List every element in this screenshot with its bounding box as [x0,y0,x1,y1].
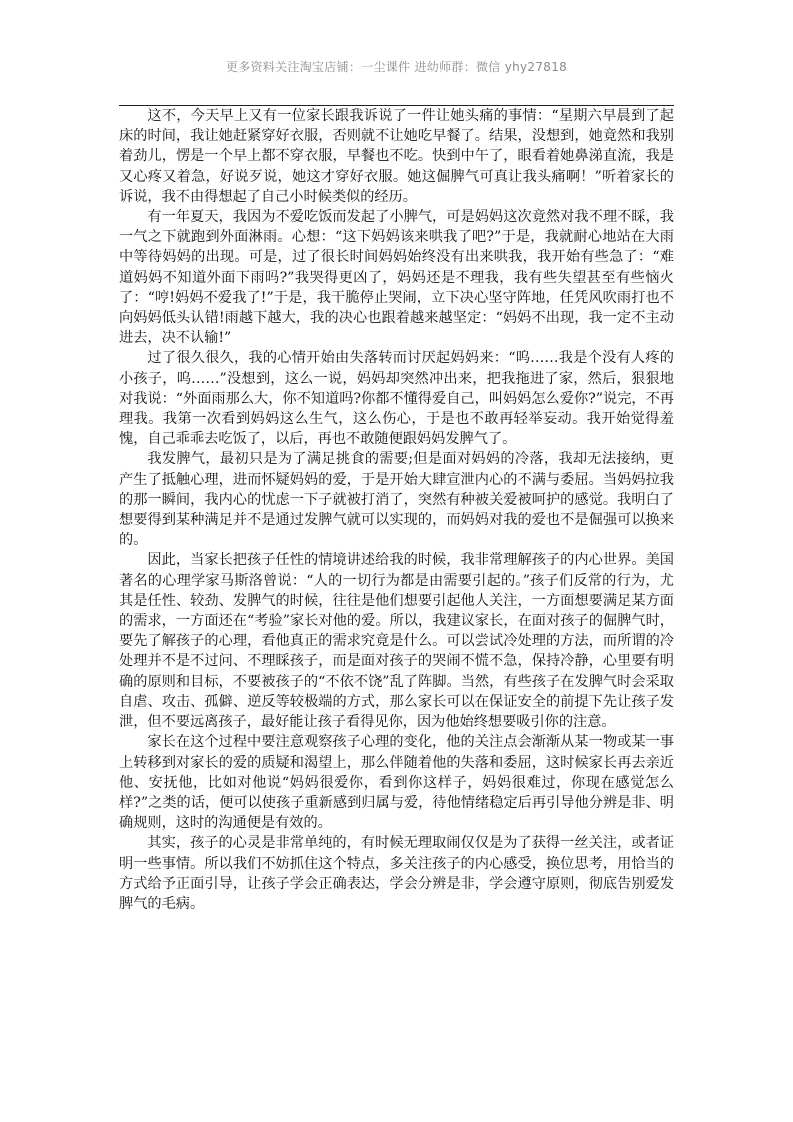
paragraph-7: 其实，孩子的心灵是非常单纯的，有时候无理取闹仅仅是为了获得一丝关注，或者证明一些事情。所以我们不妨抓住这个特点，多关注孩子的内心感受，换位思考，用恰当的方式给予正面引导，让孩子学会正确表达，学会分辨是非，学会遵守原则，彻底告别爱发脾气的毛病。 [119,835,674,912]
paragraph-5: 因此，当家长把孩子任性的情境讲述给我的时候，我非常理解孩子的内心世界。美国著名的心理学家马斯洛曾说：“人的一切行为都是由需要引起的。”孩子们反常的行为，尤其是任性、较劲、发脾气的时候，往往是他们想要引起他人关注，一方面想要满足某方面的需求，一方面还在“考验”家长对他的爱。所以，我建议家长，在面对孩子的倔脾气时，要先了解孩子的心理，看他真正的需求究竟是什么。可以尝试冷处理的方法，而所谓的冷处理并不是不过问、不理睬孩子，而是面对孩子的哭闹不慌不急，保持冷静，心里要有明确的原则和目标，不要被孩子的“不依不饶”乱了阵脚。当然，有些孩子在发脾气时会采取自虐、攻击、孤僻、逆反等较极端的方式，那么家长可以在保证安全的前提下先让孩子发泄，但不要远离孩子，最好能让孩子看得见你，因为他始终想要吸引你的注意。 [119,552,674,731]
paragraph-1: 这不，今天早上又有一位家长跟我诉说了一件让她头痛的事情：“星期六早晨到了起床的时间，我让她赶紧穿好衣服，否则就不让她吃早餐了。结果，没想到，她竟然和我别着劲儿，愣是一个早上都不穿衣服，早餐也不吃。快到中午了，眼看着她鼻涕直流，我是又心疼又着急，好说歹说，她这才穿好衣服。她这倔脾气可真让我头痛啊！”听着家长的诉说，我不由得想起了自己小时候类似的经历。 [119,108,674,205]
page-header-watermark: 更多资料关注淘宝店铺：一尘课件 进幼师群：微信 yhy27818 [225,60,568,74]
paragraph-3: 过了很久很久，我的心情开始由失落转而讨厌起妈妈来：“呜……我是个没有人疼的小孩子，呜……”没想到，这么一说，妈妈却突然冲出来，把我拖进了家，然后，狠狠地对我说：“外面雨那么大，你不知道吗?你都不懂得爱自己，叫妈妈怎么爱你?”说完，不再理我。我第一次看到妈妈这么生气，这么伤心，于是也不敢再轻举妄动。我开始觉得羞愧，自己乖乖去吃饭了，以后，再也不敢随便跟妈妈发脾气了。 [119,350,674,448]
paragraph-2: 有一年夏天，我因为不爱吃饭而发起了小脾气，可是妈妈这次竟然对我不理不睬，我一气之下就跑到外面淋雨。心想：“这下妈妈该来哄我了吧?”于是，我就耐心地站在大雨中等待妈妈的出现。可是，过了很长时间妈妈始终没有出来哄我，我开始有些急了：“难道妈妈不知道外面下雨吗?”我哭得更凶了，妈妈还是不理我，我有些失望甚至有些恼火了：“哼!妈妈不爱我了!”于是，我干脆停止哭闹，立下决心坚守阵地，任凭风吹雨打也不向妈妈低头认错!雨越下越大，我的决心也跟着越来越坚定：“妈妈不出现，我一定不主动进去，决不认输!” [119,209,674,347]
paragraph-4: 我发脾气，最初只是为了满足挑食的需要;但是面对妈妈的冷落，我却无法接纳，更产生了抵触心理，进而怀疑妈妈的爱，于是开始大肆宣泄内心的不满与委屈。当妈妈拉我的那一瞬间，我内心的忧虑一下子就被打消了，突然有种被关爱被呵护的感觉。我明白了想要得到某种满足并不是通过发脾气就可以实现的，而妈妈对我的爱也不是倔强可以换来的。 [119,451,674,549]
paragraph-6: 家长在这个过程中要注意观察孩子心理的变化，他的关注点会渐渐从某一物或某一事上转移到对家长的爱的质疑和渴望上，那么伴随着他的失落和委屈，这时候家长再去亲近他、安抚他，比如对他说“妈妈很爱你，看到你这样子，妈妈很难过，你现在感觉怎么样?”之类的话，便可以使孩子重新感到归属与爱，待他情绪稳定后再引导他分辨是非、明确规则，这时的沟通便是有效的。 [119,734,674,832]
document-body [119,106,674,914]
